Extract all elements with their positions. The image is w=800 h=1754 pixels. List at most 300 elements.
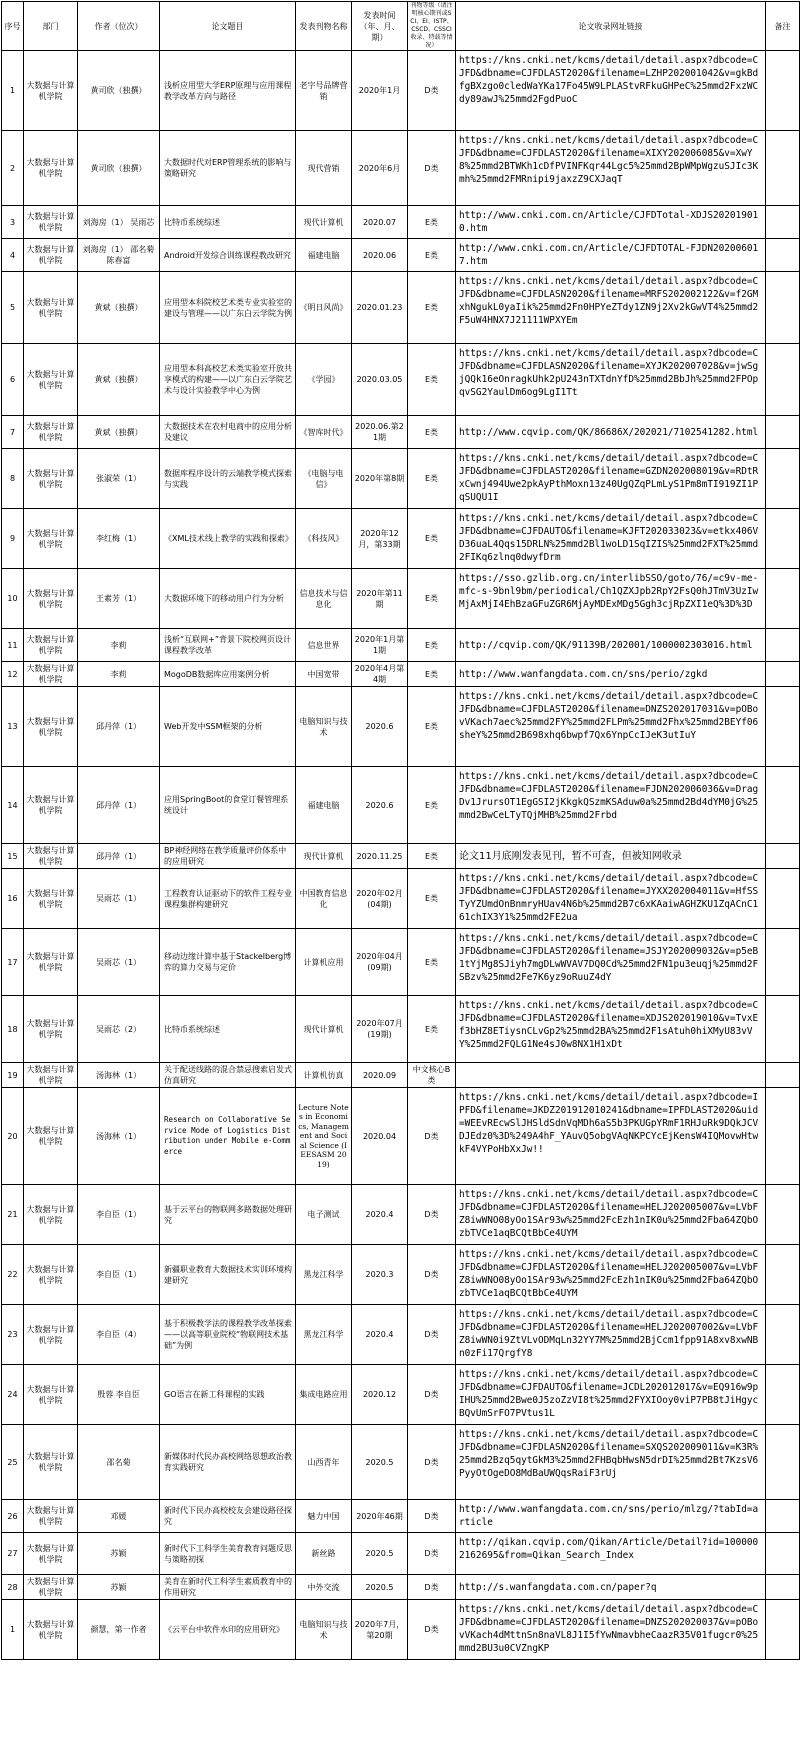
journal-level-cell: E类	[408, 509, 456, 569]
table-row	[2, 767, 800, 844]
department-cell: 大数据与计算机学院	[24, 1425, 78, 1500]
paper-title-cell: GO语言在新工科课程的实践	[160, 1365, 296, 1425]
paper-title-cell: 应用型本科院校艺术类专业实验室的建设与管理——以广东白云学院为例	[160, 272, 296, 344]
author-cell: 吴雨芯（1）	[78, 929, 160, 996]
table-row	[2, 1063, 800, 1088]
author-cell: 颜慧，第一作者	[78, 1600, 160, 1660]
author-cell: 黄司欣（独撰）	[78, 131, 160, 206]
row-number: 18	[2, 996, 24, 1063]
journal-cell: 计算机应用	[296, 929, 352, 996]
author-cell: 李莉	[78, 629, 160, 662]
remark-cell	[766, 449, 800, 509]
paper-link-cell[interactable]: https://kns.cnki.net/kcms/detail/detail.aspx?dbcode=CJFD&dbname=CJFDLAST2020&filename=XIXY202006085&v=XwY8%25mmd2BTWKh1cDfPVINFKqr44Lgc5%25mmd2BpWMpWgzuSJIc3Kmh%25mmd2FMRnipi9jaxzZ9CXJaqT	[456, 131, 766, 206]
journal-cell: Lecture Notes in Economics, Management and Social Science (IEESASM 2019)	[296, 1088, 352, 1185]
journal-level-cell: D类	[408, 1305, 456, 1365]
remark-cell	[766, 272, 800, 344]
department-cell: 大数据与计算机学院	[24, 1245, 78, 1305]
row-number: 9	[2, 509, 24, 569]
paper-link-cell[interactable]: https://kns.cnki.net/kcms/detail/detail.aspx?dbcode=CJFD&dbname=CJFDLAST2020&filename=HELJ202005007&v=LVbFZ8iwWNO08yOo1SAr93w%25mmd2FcEzh1nIK0u%25mmd2Fba64ZQbOzbTVCe1aqBCQtBbCe4UYM	[456, 1245, 766, 1305]
paper-link-cell[interactable]: https://kns.cnki.net/kcms/detail/detail.aspx?dbcode=CJFD&dbname=CJFDLAST2020&filename=JYXX202004011&v=HfSSTyYZUmdOnBnmryHUav4N6b%25mmd2B7c6xKAaiwAGHZKU1ZqACnC161chIX3Y1%25mmd2FE2ua	[456, 869, 766, 929]
remark-cell	[766, 869, 800, 929]
journal-cell: 中国宽带	[296, 662, 352, 687]
journal-level-cell: D类	[408, 1500, 456, 1533]
department-cell: 大数据与计算机学院	[24, 662, 78, 687]
row-number: 21	[2, 1185, 24, 1245]
department-cell: 大数据与计算机学院	[24, 569, 78, 629]
table-row	[2, 869, 800, 929]
department-cell: 大数据与计算机学院	[24, 869, 78, 929]
remark-cell	[766, 1088, 800, 1185]
row-number: 25	[2, 1425, 24, 1500]
publish-date-cell: 2020年第11期	[352, 569, 408, 629]
journal-level-cell: E类	[408, 662, 456, 687]
header-title: 论文题目	[160, 2, 296, 51]
paper-link-cell[interactable]: https://kns.cnki.net/kcms/detail/detail.aspx?dbcode=CJFD&dbname=CJFDLAST2020&filename=XDJS202019010&v=TvxEf3bHZ8ETiysnCLvGp2%25mmd2BA%25mmd2F1sAtuh0hiXMyU83vVY%25mmd2FQLG1Ne4sJ0w8NX1H1xDt	[456, 996, 766, 1063]
paper-title-cell: 应用SpringBoot的食堂订餐管理系统设计	[160, 767, 296, 844]
author-cell: 黄斌（独撰）	[78, 416, 160, 449]
remark-cell	[766, 206, 800, 239]
journal-cell: 信息世界	[296, 629, 352, 662]
table-row	[2, 131, 800, 206]
table-row	[2, 272, 800, 344]
journal-level-cell: D类	[408, 1185, 456, 1245]
header-date: 发表时间（年、月、期）	[352, 2, 408, 51]
paper-link-cell[interactable]: https://kns.cnki.net/kcms/detail/detail.aspx?dbcode=CJFD&dbname=CJFDLASN2020&filename=MRFS202002122&v=f2GMxhNgukL0yaIik%25mmd2Fn0HPYeZTdy1ZN9j2Xv2kGwVT4%25mmd2F5uW4HNX7J21111WPXYEm	[456, 272, 766, 344]
paper-title-cell: 应用型本科高校艺术类实验室开放共享模式的构建——以广东白云学院艺术与设计实验教学中心为例	[160, 344, 296, 416]
row-number: 17	[2, 929, 24, 996]
paper-title-cell: 大数据时代对ERP管理系统的影响与策略研究	[160, 131, 296, 206]
remark-cell	[766, 1063, 800, 1088]
remark-cell	[766, 687, 800, 767]
header-row	[2, 2, 800, 51]
table-row	[2, 629, 800, 662]
publish-date-cell: 2020年04月(09期)	[352, 929, 408, 996]
journal-level-cell: E类	[408, 569, 456, 629]
publish-date-cell: 2020.5	[352, 1425, 408, 1500]
department-cell: 大数据与计算机学院	[24, 1063, 78, 1088]
paper-link-cell[interactable]: http://cqvip.com/QK/91139B/202001/1000002303016.html	[456, 629, 766, 662]
row-number: 5	[2, 272, 24, 344]
journal-cell: 信息技术与信息化	[296, 569, 352, 629]
paper-title-cell: 移动边缘计算中基于Stackelberg博弈的算力交易与定价	[160, 929, 296, 996]
row-number: 10	[2, 569, 24, 629]
author-cell: 邵名菊	[78, 1425, 160, 1500]
remark-cell	[766, 996, 800, 1063]
journal-cell: 福建电脑	[296, 767, 352, 844]
author-cell: 邱丹萍（1）	[78, 844, 160, 869]
remark-cell	[766, 1600, 800, 1660]
paper-link-cell[interactable]: https://kns.cnki.net/kcms/detail/detail.aspx?dbcode=CJFD&dbname=CJFDAUTO&filename=JCDL202012017&v=EQ916w9pIHU%25mmd2Bwe0J5zoZzVI8t%25mmd2FYXIOoy0viP7PB8tJiHgycBQvUmSrFO7PVtus1L	[456, 1365, 766, 1425]
department-cell: 大数据与计算机学院	[24, 131, 78, 206]
table-row	[2, 449, 800, 509]
remark-cell	[766, 569, 800, 629]
paper-link-cell[interactable]: https://kns.cnki.net/kcms/detail/detail.aspx?dbcode=CJFD&dbname=CJFDLAST2020&filename=LZHP202001042&v=gkBdfgBXzgo0cledWaYKa17Fo45W9LPLAStvRFkuGHPeC%25mmd2FxzWCdy89awJ%25mmd2FgdPuoC	[456, 51, 766, 131]
department-cell: 大数据与计算机学院	[24, 449, 78, 509]
header-link: 论文收录网址链接	[456, 2, 766, 51]
journal-cell: 《智库时代》	[296, 416, 352, 449]
row-number: 11	[2, 629, 24, 662]
journal-level-cell: E类	[408, 767, 456, 844]
paper-title-cell: 大数据环境下的移动用户行为分析	[160, 569, 296, 629]
department-cell: 大数据与计算机学院	[24, 509, 78, 569]
journal-level-cell: E类	[408, 449, 456, 509]
paper-title-cell: 比特币系统综述	[160, 996, 296, 1063]
author-cell: 王素芳（1）	[78, 569, 160, 629]
row-number: 1	[2, 51, 24, 131]
remark-cell	[766, 629, 800, 662]
department-cell: 大数据与计算机学院	[24, 344, 78, 416]
department-cell: 大数据与计算机学院	[24, 996, 78, 1063]
journal-cell: 现代计算机	[296, 206, 352, 239]
table-row	[2, 996, 800, 1063]
paper-title-cell: 新时代下工科学生美育教育问题反思与策略初探	[160, 1533, 296, 1575]
paper-title-cell: 基于云平台的物联网多路数据处理研究	[160, 1185, 296, 1245]
row-number: 3	[2, 206, 24, 239]
row-number: 28	[2, 1575, 24, 1600]
paper-link-cell[interactable]: http://www.wanfangdata.com.cn/sns/perio/mlzg/?tabId=article	[456, 1500, 766, 1533]
department-cell: 大数据与计算机学院	[24, 1600, 78, 1660]
journal-level-cell: D类	[408, 1575, 456, 1600]
department-cell: 大数据与计算机学院	[24, 1365, 78, 1425]
remark-cell	[766, 51, 800, 131]
publish-date-cell: 2020.06	[352, 239, 408, 272]
remark-cell	[766, 662, 800, 687]
publish-date-cell: 2020.09	[352, 1063, 408, 1088]
row-number: 14	[2, 767, 24, 844]
remark-cell	[766, 239, 800, 272]
journal-cell: 中外交流	[296, 1575, 352, 1600]
journal-level-cell: E类	[408, 996, 456, 1063]
paper-title-cell: 数据库程序设计的云端教学模式探索与实践	[160, 449, 296, 509]
publish-date-cell: 2020年6月	[352, 131, 408, 206]
paper-link-cell[interactable]: https://kns.cnki.net/kcms/detail/detail.aspx?dbcode=CJFD&dbname=CJFDLAST2020&filename=HELJ202005007&v=LVbFZ8iwWNO08yOo1SAr93w%25mmd2FcEzh1nIK0u%25mmd2Fba64ZQbOzbTVCe1aqBCQtBbCe4UYM	[456, 1185, 766, 1245]
journal-level-cell: D类	[408, 1245, 456, 1305]
table-row	[2, 1575, 800, 1600]
journal-level-cell: D类	[408, 1600, 456, 1660]
department-cell: 大数据与计算机学院	[24, 1575, 78, 1600]
journal-level-cell: E类	[408, 272, 456, 344]
journal-cell: 福建电脑	[296, 239, 352, 272]
author-cell: 李自臣（1）	[78, 1245, 160, 1305]
paper-link-cell[interactable]: https://kns.cnki.net/kcms/detail/detail.aspx?dbcode=CJFD&dbname=CJFDLAST2020&filename=GZDN202008019&v=RDtRxCwnj494Uwe2pkAyPthMoxn13z40UgQZqPLmLyS1Pm8mTI919ZI1PqSUQU1I	[456, 449, 766, 509]
remark-cell	[766, 929, 800, 996]
header-author: 作者（位次）	[78, 2, 160, 51]
header-no: 序号	[2, 2, 24, 51]
table-body	[2, 51, 800, 1660]
row-number: 24	[2, 1365, 24, 1425]
paper-link-cell[interactable]: https://kns.cnki.net/kcms/detail/detail.aspx?dbcode=CJFD&dbname=CJFDLASN2020&filename=XYJK202007028&v=jwSgjQQk16eOnragkUhk2pU243nTXTdnYfD%25mmd2BbJh%25mmd2FPOpqvSG2YaulDm6og9LgI1Tt	[456, 344, 766, 416]
department-cell: 大数据与计算机学院	[24, 51, 78, 131]
paper-title-cell: 浅析应用型大学ERP原理与应用课程教学改革方向与路径	[160, 51, 296, 131]
publish-date-cell: 2020年4月第4期	[352, 662, 408, 687]
journal-cell: 集成电路应用	[296, 1365, 352, 1425]
remark-cell	[766, 1533, 800, 1575]
department-cell: 大数据与计算机学院	[24, 206, 78, 239]
journal-cell: 《科技风》	[296, 509, 352, 569]
journal-cell: 现代计算机	[296, 996, 352, 1063]
paper-link-cell[interactable]: http://www.cnki.com.cn/Article/CJFDTOTAL-FJDN202006017.htm	[456, 239, 766, 272]
author-cell: 苏颖	[78, 1533, 160, 1575]
department-cell: 大数据与计算机学院	[24, 1500, 78, 1533]
remark-cell	[766, 1305, 800, 1365]
paper-title-cell: Web开发中SSM框架的分析	[160, 687, 296, 767]
paper-link-cell[interactable]: http://s.wanfangdata.com.cn/paper?q	[456, 1575, 766, 1600]
department-cell: 大数据与计算机学院	[24, 1185, 78, 1245]
remark-cell	[766, 767, 800, 844]
journal-cell: 魅力中国	[296, 1500, 352, 1533]
paper-link-cell[interactable]: https://kns.cnki.net/kcms/detail/detail.aspx?dbcode=CJFD&dbname=CJFDLAST2020&filename=HELJ202007002&v=LVbFZ8iwWN0i9ZtVLvODMqLn32YY7M%25mmd2BjCcm1fpp91A8xv8xwNBn0zFi17QrgfY8	[456, 1305, 766, 1365]
remark-cell	[766, 416, 800, 449]
author-cell: 吴雨芯（2）	[78, 996, 160, 1063]
remark-cell	[766, 1425, 800, 1500]
row-number: 23	[2, 1305, 24, 1365]
department-cell: 大数据与计算机学院	[24, 767, 78, 844]
paper-link-cell[interactable]: https://kns.cnki.net/kcms/detail/detail.aspx?dbcode=CJFD&dbname=CJFDLAST2020&filename=DNZS202017031&v=pOBovVKach7aec%25mmd2FY%25mmd2FLPm%25mmd2Fhx%25mmd2BEYf06sheY%25mmd2B698xhq6bwpf7Qx6YnpCcIJeK3utIuY	[456, 687, 766, 767]
publish-date-cell: 2020.06.第21期	[352, 416, 408, 449]
row-number: 15	[2, 844, 24, 869]
author-cell: 邱丹萍（1）	[78, 767, 160, 844]
author-cell: 黄斌（独撰）	[78, 272, 160, 344]
journal-cell: 中国教育信息化	[296, 869, 352, 929]
journal-level-cell: E类	[408, 344, 456, 416]
remark-cell	[766, 1500, 800, 1533]
author-cell: 刘海房（1） 邵名菊 陈春富	[78, 239, 160, 272]
author-cell: 李自臣（1）	[78, 1185, 160, 1245]
publish-date-cell: 2020.07	[352, 206, 408, 239]
department-cell: 大数据与计算机学院	[24, 239, 78, 272]
table-row	[2, 1305, 800, 1365]
author-cell: 苏颖	[78, 1575, 160, 1600]
publish-date-cell: 2020年02月(04期)	[352, 869, 408, 929]
header-level: 刊物等级（请注明核心期刊或SCI、EI、ISTP、CSCD、CSSCI收录、特载等情况）	[408, 2, 456, 51]
table-row	[2, 662, 800, 687]
remark-cell	[766, 1185, 800, 1245]
paper-title-cell: Research on Collaborative Service Mode of Logistics Distribution under Mobile e-Commerce	[160, 1088, 296, 1185]
table-row	[2, 1600, 800, 1660]
paper-link-cell[interactable]: https://kns.cnki.net/kcms/detail/detail.aspx?dbcode=CJFD&dbname=CJFDLAST2020&filename=FJDN202006036&v=DragDv1JrursOT1EgGSI2jKkgkQSzmKSAduw0a%25mmd2Bd4dYM0jG%25mmd2BwCeLTyTQjMHB%25mmd2Frbd	[456, 767, 766, 844]
journal-level-cell: E类	[408, 844, 456, 869]
publish-date-cell: 2020.6	[352, 767, 408, 844]
table-row	[2, 1500, 800, 1533]
author-cell: 汤海林（1）	[78, 1088, 160, 1185]
table-row	[2, 929, 800, 996]
paper-title-cell: 美育在新时代工科学生素质教育中的作用研究	[160, 1575, 296, 1600]
journal-cell: 《电脑与电信》	[296, 449, 352, 509]
journal-level-cell: E类	[408, 629, 456, 662]
journal-level-cell: D类	[408, 51, 456, 131]
row-number: 19	[2, 1063, 24, 1088]
paper-title-cell: BP神经网络在教学质量评价体系中的应用研究	[160, 844, 296, 869]
paper-link-cell[interactable]: https://kns.cnki.net/kcms/detail/detail.aspx?dbcode=IPFD&filename=JKDZ201912010241&dbname=IPFDLAST2020&uid=WEEvREcwSlJHSldSdnVqMDh6aS5b3PKUGpYRmF1RHJuRk9DQkJCVDJEdz0%3D%249A4hF_YAuvQ5obgVAqNKPCYcEjKensW4IQMovwHtwkF4VYPoHbXxJw!!	[456, 1088, 766, 1185]
paper-link-cell[interactable]: https://kns.cnki.net/kcms/detail/detail.aspx?dbcode=CJFD&dbname=CJFDLASN2020&filename=SXQS202009011&v=K3R%25mmd2Bzq5qytGkM3%25mmd2FHBqbHwsN5drDI%25mmd2Bt7KzsV6PyyOtOgeDO8MdBaUWQqsRaiF3rUj	[456, 1425, 766, 1500]
author-cell: 殷蓉 李自臣	[78, 1365, 160, 1425]
journal-level-cell: D类	[408, 1088, 456, 1185]
publish-date-cell: 2020年46期	[352, 1500, 408, 1533]
row-number: 2	[2, 131, 24, 206]
journal-cell: 《学园》	[296, 344, 352, 416]
journal-level-cell: E类	[408, 416, 456, 449]
author-cell: 黄斌（独撰）	[78, 344, 160, 416]
remark-cell	[766, 1245, 800, 1305]
journal-cell: 现代营销	[296, 131, 352, 206]
department-cell: 大数据与计算机学院	[24, 929, 78, 996]
remark-cell	[766, 131, 800, 206]
paper-title-cell: 基于积极教学法的课程教学改革探索——以高等职业院校“物联网技术基础”为例	[160, 1305, 296, 1365]
paper-link-cell[interactable]: http://www.cqvip.com/QK/86686X/202021/7102541282.html	[456, 416, 766, 449]
row-number: 7	[2, 416, 24, 449]
journal-level-cell: E类	[408, 239, 456, 272]
journal-cell: 电子测试	[296, 1185, 352, 1245]
header-remark: 备注	[766, 2, 800, 51]
department-cell: 大数据与计算机学院	[24, 272, 78, 344]
journal-cell: 新丝路	[296, 1533, 352, 1575]
paper-link-cell[interactable]: https://kns.cnki.net/kcms/detail/detail.aspx?dbcode=CJFD&dbname=CJFDLAST2020&filename=DNZS202020037&v=pOBovVKach4dMttnSn8naVL8J1I5fYwNmavbheCaazR35V01fugcr0%25mmd2BU3u0CVZngKP	[456, 1600, 766, 1660]
paper-link-cell[interactable]: http://www.cnki.com.cn/Article/CJFDTotal-XDJS202019010.htm	[456, 206, 766, 239]
journal-cell: 黑龙江科学	[296, 1245, 352, 1305]
paper-link-cell[interactable]: https://kns.cnki.net/kcms/detail/detail.aspx?dbcode=CJFD&dbname=CJFDAUTO&filename=KJFT202033023&v=etkx406VD36uaL4Qqs15DRLN%25mmd2Bl1woLD1SqIZIS%25mmd2FXT%25mmd2FIKq6zlnq0dwyfDrm	[456, 509, 766, 569]
journal-level-cell: D类	[408, 1365, 456, 1425]
department-cell: 大数据与计算机学院	[24, 629, 78, 662]
journal-level-cell: 中文核心B类	[408, 1063, 456, 1088]
table-row	[2, 1533, 800, 1575]
publication-table-sheet	[1, 1, 800, 1660]
paper-link-cell[interactable]: https://kns.cnki.net/kcms/detail/detail.aspx?dbcode=CJFD&dbname=CJFDLAST2020&filename=JSJY202009032&v=p5eB1tYjMg8SJiyh7mgDLwWVAV7DQ0Cd%25mmd2FN1pu3euqj%25mmd2FSBzv%25mmd2Fe7K6yz9oRuuZ4dY	[456, 929, 766, 996]
journal-level-cell: D类	[408, 131, 456, 206]
journal-cell: 山西青年	[296, 1425, 352, 1500]
journal-level-cell: E类	[408, 206, 456, 239]
publish-date-cell: 2020.5	[352, 1533, 408, 1575]
journal-level-cell: E类	[408, 929, 456, 996]
publish-date-cell: 2020.03.05	[352, 344, 408, 416]
row-number: 4	[2, 239, 24, 272]
department-cell: 大数据与计算机学院	[24, 1088, 78, 1185]
department-cell: 大数据与计算机学院	[24, 1305, 78, 1365]
author-cell: 刘海房（1） 吴雨芯	[78, 206, 160, 239]
paper-link-cell[interactable]: https://sso.gzlib.org.cn/interlibSSO/goto/76/=c9v-me-mfc-s-9bnl9bm/periodical/Ch1QZXJpb2RpY2FsQ0hJTmV3UzIwMjAxMjI4EhBzaGFuZGR6MjAyMDExMDg5Ggh3cjRpZXI1eQ%3D%3D	[456, 569, 766, 629]
table-row	[2, 687, 800, 767]
paper-link-cell	[456, 1063, 766, 1088]
row-number: 22	[2, 1245, 24, 1305]
table-row	[2, 509, 800, 569]
table-row	[2, 569, 800, 629]
remark-cell	[766, 1365, 800, 1425]
author-cell: 黄司欣（独撰）	[78, 51, 160, 131]
paper-title-cell: 新媒体时代民办高校网络思想政治教育实践研究	[160, 1425, 296, 1500]
remark-cell	[766, 344, 800, 416]
publish-date-cell: 2020.6	[352, 687, 408, 767]
publish-date-cell: 2020.04	[352, 1088, 408, 1185]
table-row	[2, 1425, 800, 1500]
publish-date-cell: 2020.4	[352, 1305, 408, 1365]
row-number: 26	[2, 1500, 24, 1533]
paper-title-cell: 大数据技术在农村电商中的应用分析及建议	[160, 416, 296, 449]
author-cell: 张淑荣（1）	[78, 449, 160, 509]
row-number: 8	[2, 449, 24, 509]
table-row	[2, 1185, 800, 1245]
table-row	[2, 1365, 800, 1425]
publish-date-cell: 2020.01.23	[352, 272, 408, 344]
paper-link-cell[interactable]: http://www.wanfangdata.com.cn/sns/perio/zgkd	[456, 662, 766, 687]
journal-level-cell: E类	[408, 687, 456, 767]
journal-cell: 计算机仿真	[296, 1063, 352, 1088]
paper-title-cell: 新时代下民办高校校友会建设路径探究	[160, 1500, 296, 1533]
author-cell: 吴雨芯（1）	[78, 869, 160, 929]
journal-level-cell: D类	[408, 1533, 456, 1575]
table-row	[2, 206, 800, 239]
department-cell: 大数据与计算机学院	[24, 416, 78, 449]
row-number: 12	[2, 662, 24, 687]
author-cell: 李莉	[78, 662, 160, 687]
department-cell: 大数据与计算机学院	[24, 844, 78, 869]
publish-date-cell: 2020年1月第1期	[352, 629, 408, 662]
department-cell: 大数据与计算机学院	[24, 1533, 78, 1575]
row-number: 1	[2, 1600, 24, 1660]
row-number: 20	[2, 1088, 24, 1185]
journal-cell: 现代计算机	[296, 844, 352, 869]
publish-date-cell: 2020年12月，第33期	[352, 509, 408, 569]
paper-title-cell: 《XML技术线上教学的实践和探索》	[160, 509, 296, 569]
publish-date-cell: 2020.11.25	[352, 844, 408, 869]
header-dept: 部门	[24, 2, 78, 51]
paper-title-cell: 工程教育认证驱动下的软件工程专业课程集群构建研究	[160, 869, 296, 929]
journal-cell: 黑龙江科学	[296, 1305, 352, 1365]
publish-date-cell: 2020.12	[352, 1365, 408, 1425]
paper-title-cell: 新疆职业教育大数据技术实训环境构建研究	[160, 1245, 296, 1305]
journal-cell: 电脑知识与技术	[296, 1600, 352, 1660]
journal-level-cell: D类	[408, 1425, 456, 1500]
author-cell: 李自臣（4）	[78, 1305, 160, 1365]
journal-level-cell: E类	[408, 869, 456, 929]
table-row	[2, 844, 800, 869]
paper-title-cell: 浅析“互联网+”背景下院校网页设计课程教学改革	[160, 629, 296, 662]
journal-cell: 电脑知识与技术	[296, 687, 352, 767]
paper-title-cell: 比特币系统综述	[160, 206, 296, 239]
row-number: 6	[2, 344, 24, 416]
publish-date-cell: 2020.5	[352, 1575, 408, 1600]
table-row	[2, 416, 800, 449]
table-row	[2, 51, 800, 131]
journal-cell: 老字号品牌营销	[296, 51, 352, 131]
table-row	[2, 1245, 800, 1305]
paper-title-cell: Android开发综合训练课程教改研究	[160, 239, 296, 272]
publish-date-cell: 2020年7月，第20期	[352, 1600, 408, 1660]
link-note-cell: 论文11月底刚发表见刊，暂不可查，但被知网收录	[456, 844, 766, 869]
paper-link-cell[interactable]: http://qikan.cqvip.com/Qikan/Article/Detail?id=1000002162695&from=Qikan_Search_Index	[456, 1533, 766, 1575]
row-number: 27	[2, 1533, 24, 1575]
paper-title-cell: 关于配送线路的混合禁忌搜索启发式仿真研究	[160, 1063, 296, 1088]
table-row	[2, 239, 800, 272]
header-journal: 发表刊物名称	[296, 2, 352, 51]
remark-cell	[766, 844, 800, 869]
journal-cell: 《明日风尚》	[296, 272, 352, 344]
author-cell: 邓媛	[78, 1500, 160, 1533]
paper-title-cell: 《云平台中软件水印的应用研究》	[160, 1600, 296, 1660]
publish-date-cell: 2020年1月	[352, 51, 408, 131]
author-cell: 李红梅（1）	[78, 509, 160, 569]
table-row	[2, 1088, 800, 1185]
author-cell: 汤海林（1）	[78, 1063, 160, 1088]
paper-title-cell: MogoDB数据库应用案例分析	[160, 662, 296, 687]
publish-date-cell: 2020.4	[352, 1185, 408, 1245]
remark-cell	[766, 1575, 800, 1600]
author-cell: 邱丹萍（1）	[78, 687, 160, 767]
row-number: 16	[2, 869, 24, 929]
publish-date-cell: 2020.3	[352, 1245, 408, 1305]
publication-table	[1, 1, 800, 1660]
publish-date-cell: 2020年第8期	[352, 449, 408, 509]
department-cell: 大数据与计算机学院	[24, 687, 78, 767]
row-number: 13	[2, 687, 24, 767]
